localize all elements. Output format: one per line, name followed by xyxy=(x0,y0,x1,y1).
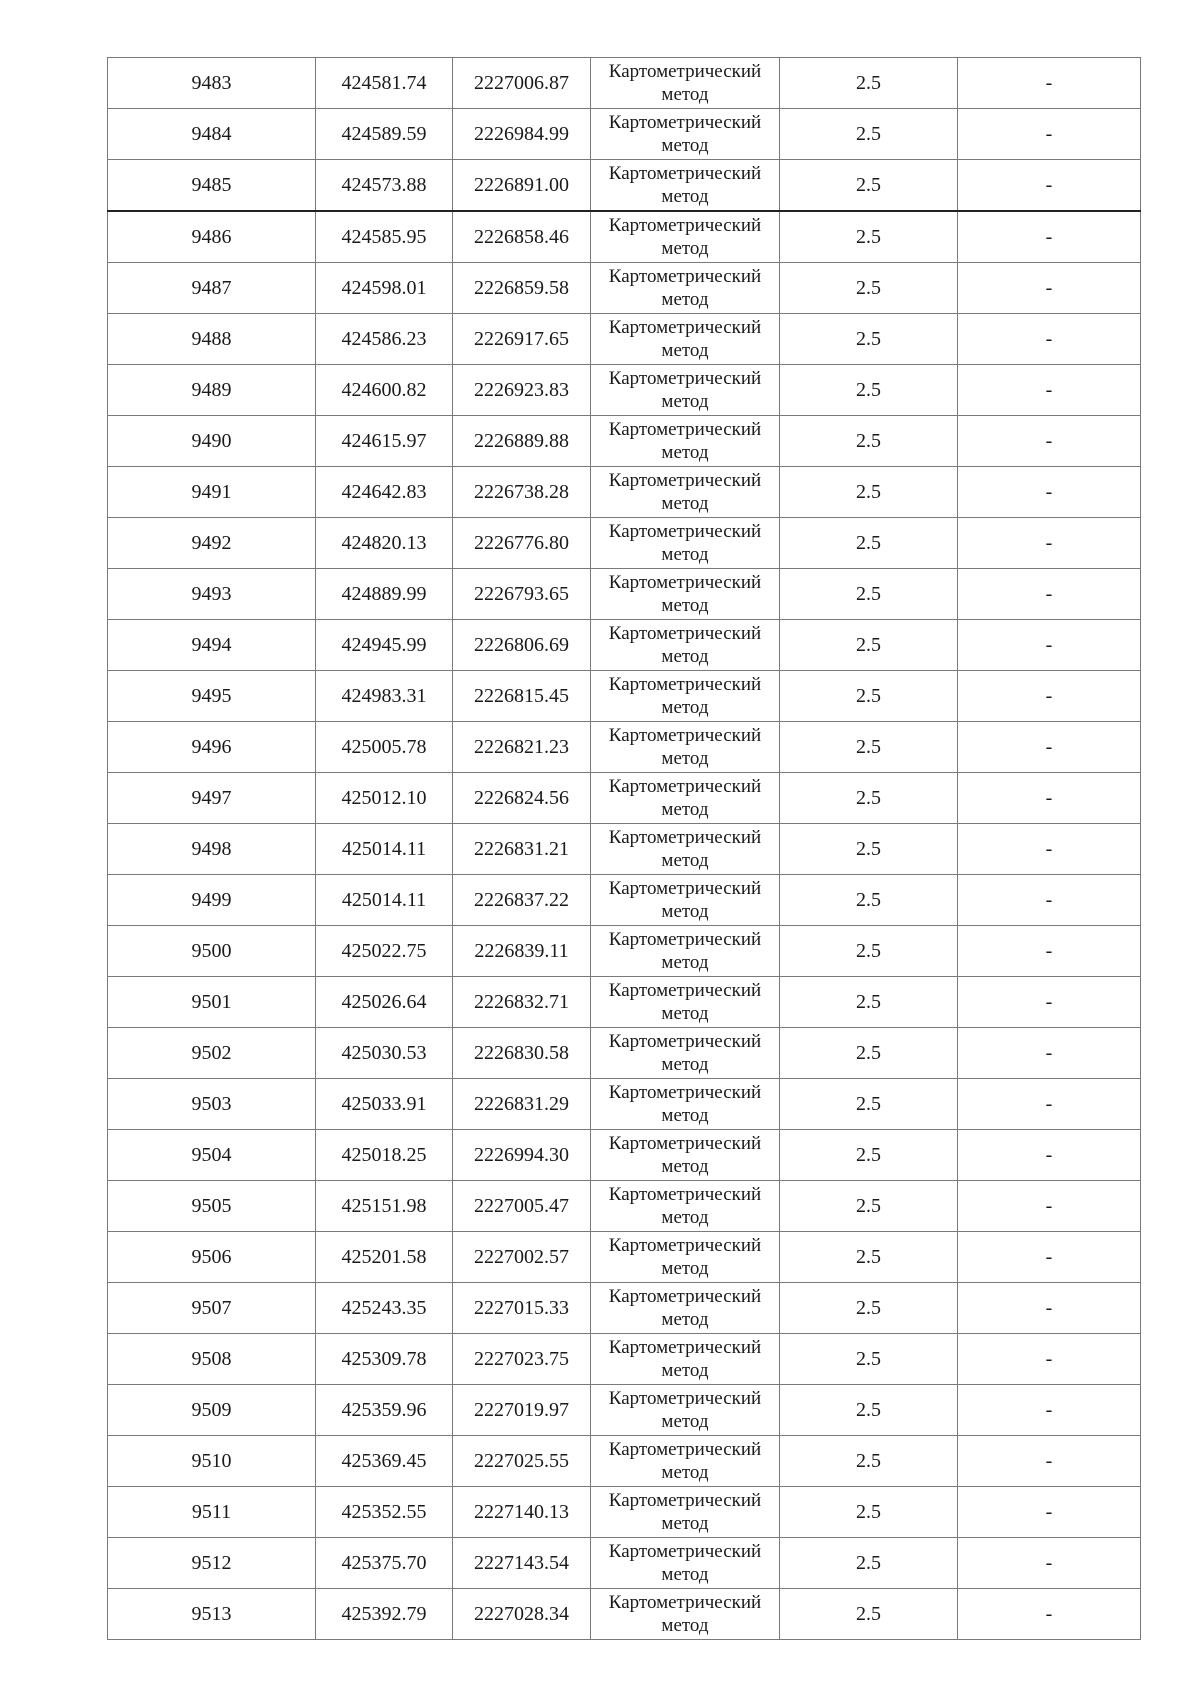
note-cell: - xyxy=(958,365,1141,416)
note-cell: - xyxy=(958,109,1141,160)
error-cell: 2.5 xyxy=(780,824,958,875)
error-cell: 2.5 xyxy=(780,1028,958,1079)
coordinates-table xyxy=(107,57,1141,1640)
y-coordinate-cell: 2226832.71 xyxy=(453,977,591,1028)
table-row xyxy=(108,58,1141,109)
point-number-cell: 9509 xyxy=(108,1385,316,1436)
point-number-cell: 9502 xyxy=(108,1028,316,1079)
x-coordinate-cell: 425151.98 xyxy=(316,1181,453,1232)
x-coordinate-cell: 424820.13 xyxy=(316,518,453,569)
y-coordinate-cell: 2226889.88 xyxy=(453,416,591,467)
y-coordinate-cell: 2226738.28 xyxy=(453,467,591,518)
method-cell: Картометрический метод xyxy=(591,1334,780,1385)
table-row xyxy=(108,1334,1141,1385)
point-number-cell: 9493 xyxy=(108,569,316,620)
note-cell: - xyxy=(958,1130,1141,1181)
method-cell: Картометрический метод xyxy=(591,977,780,1028)
method-cell: Картометрический метод xyxy=(591,1079,780,1130)
y-coordinate-cell: 2227025.55 xyxy=(453,1436,591,1487)
table-row xyxy=(108,263,1141,314)
table-row xyxy=(108,977,1141,1028)
x-coordinate-cell: 425005.78 xyxy=(316,722,453,773)
method-cell: Картометрический метод xyxy=(591,1232,780,1283)
method-cell: Картометрический метод xyxy=(591,211,780,263)
error-cell: 2.5 xyxy=(780,722,958,773)
error-cell: 2.5 xyxy=(780,875,958,926)
point-number-cell: 9497 xyxy=(108,773,316,824)
note-cell: - xyxy=(958,1436,1141,1487)
table-row xyxy=(108,211,1141,263)
x-coordinate-cell: 425022.75 xyxy=(316,926,453,977)
y-coordinate-cell: 2227005.47 xyxy=(453,1181,591,1232)
table-row xyxy=(108,518,1141,569)
x-coordinate-cell: 425026.64 xyxy=(316,977,453,1028)
error-cell: 2.5 xyxy=(780,263,958,314)
error-cell: 2.5 xyxy=(780,314,958,365)
x-coordinate-cell: 425243.35 xyxy=(316,1283,453,1334)
method-cell: Картометрический метод xyxy=(591,1436,780,1487)
y-coordinate-cell: 2227140.13 xyxy=(453,1487,591,1538)
x-coordinate-cell: 425201.58 xyxy=(316,1232,453,1283)
y-coordinate-cell: 2227006.87 xyxy=(453,58,591,109)
point-number-cell: 9507 xyxy=(108,1283,316,1334)
note-cell: - xyxy=(958,1079,1141,1130)
y-coordinate-cell: 2227023.75 xyxy=(453,1334,591,1385)
error-cell: 2.5 xyxy=(780,620,958,671)
x-coordinate-cell: 425014.11 xyxy=(316,875,453,926)
x-coordinate-cell: 425030.53 xyxy=(316,1028,453,1079)
x-coordinate-cell: 424581.74 xyxy=(316,58,453,109)
error-cell: 2.5 xyxy=(780,1079,958,1130)
y-coordinate-cell: 2226830.58 xyxy=(453,1028,591,1079)
note-cell: - xyxy=(958,160,1141,212)
error-cell: 2.5 xyxy=(780,1283,958,1334)
table-row xyxy=(108,1487,1141,1538)
error-cell: 2.5 xyxy=(780,1385,958,1436)
error-cell: 2.5 xyxy=(780,926,958,977)
x-coordinate-cell: 425018.25 xyxy=(316,1130,453,1181)
note-cell: - xyxy=(958,263,1141,314)
method-cell: Картометрический метод xyxy=(591,875,780,926)
x-coordinate-cell: 424586.23 xyxy=(316,314,453,365)
point-number-cell: 9483 xyxy=(108,58,316,109)
method-cell: Картометрический метод xyxy=(591,109,780,160)
method-cell: Картометрический метод xyxy=(591,1181,780,1232)
x-coordinate-cell: 424585.95 xyxy=(316,211,453,263)
error-cell: 2.5 xyxy=(780,109,958,160)
y-coordinate-cell: 2226923.83 xyxy=(453,365,591,416)
note-cell: - xyxy=(958,620,1141,671)
y-coordinate-cell: 2226824.56 xyxy=(453,773,591,824)
error-cell: 2.5 xyxy=(780,1589,958,1640)
method-cell: Картометрический метод xyxy=(591,314,780,365)
error-cell: 2.5 xyxy=(780,1538,958,1589)
method-cell: Картометрический метод xyxy=(591,1130,780,1181)
note-cell: - xyxy=(958,518,1141,569)
coordinates-table-body xyxy=(108,58,1141,1640)
table-row xyxy=(108,314,1141,365)
y-coordinate-cell: 2226821.23 xyxy=(453,722,591,773)
table-row xyxy=(108,109,1141,160)
table-row xyxy=(108,620,1141,671)
table-row xyxy=(108,1028,1141,1079)
method-cell: Картометрический метод xyxy=(591,1028,780,1079)
x-coordinate-cell: 425033.91 xyxy=(316,1079,453,1130)
y-coordinate-cell: 2226831.29 xyxy=(453,1079,591,1130)
note-cell: - xyxy=(958,569,1141,620)
y-coordinate-cell: 2227015.33 xyxy=(453,1283,591,1334)
method-cell: Картометрический метод xyxy=(591,1283,780,1334)
table-row xyxy=(108,722,1141,773)
y-coordinate-cell: 2226917.65 xyxy=(453,314,591,365)
point-number-cell: 9485 xyxy=(108,160,316,212)
note-cell: - xyxy=(958,467,1141,518)
method-cell: Картометрический метод xyxy=(591,1538,780,1589)
method-cell: Картометрический метод xyxy=(591,518,780,569)
error-cell: 2.5 xyxy=(780,518,958,569)
y-coordinate-cell: 2226806.69 xyxy=(453,620,591,671)
point-number-cell: 9504 xyxy=(108,1130,316,1181)
point-number-cell: 9511 xyxy=(108,1487,316,1538)
y-coordinate-cell: 2227019.97 xyxy=(453,1385,591,1436)
x-coordinate-cell: 425392.79 xyxy=(316,1589,453,1640)
x-coordinate-cell: 424589.59 xyxy=(316,109,453,160)
error-cell: 2.5 xyxy=(780,1487,958,1538)
y-coordinate-cell: 2226831.21 xyxy=(453,824,591,875)
note-cell: - xyxy=(958,1487,1141,1538)
error-cell: 2.5 xyxy=(780,1436,958,1487)
method-cell: Картометрический метод xyxy=(591,365,780,416)
point-number-cell: 9500 xyxy=(108,926,316,977)
point-number-cell: 9487 xyxy=(108,263,316,314)
table-row xyxy=(108,569,1141,620)
method-cell: Картометрический метод xyxy=(591,263,780,314)
table-row xyxy=(108,875,1141,926)
x-coordinate-cell: 425369.45 xyxy=(316,1436,453,1487)
point-number-cell: 9499 xyxy=(108,875,316,926)
point-number-cell: 9489 xyxy=(108,365,316,416)
y-coordinate-cell: 2227028.34 xyxy=(453,1589,591,1640)
y-coordinate-cell: 2227002.57 xyxy=(453,1232,591,1283)
method-cell: Картометрический метод xyxy=(591,926,780,977)
error-cell: 2.5 xyxy=(780,416,958,467)
y-coordinate-cell: 2226839.11 xyxy=(453,926,591,977)
table-row xyxy=(108,824,1141,875)
y-coordinate-cell: 2226984.99 xyxy=(453,109,591,160)
note-cell: - xyxy=(958,1181,1141,1232)
point-number-cell: 9501 xyxy=(108,977,316,1028)
y-coordinate-cell: 2226858.46 xyxy=(453,211,591,263)
point-number-cell: 9486 xyxy=(108,211,316,263)
x-coordinate-cell: 424945.99 xyxy=(316,620,453,671)
point-number-cell: 9490 xyxy=(108,416,316,467)
table-row xyxy=(108,926,1141,977)
y-coordinate-cell: 2226891.00 xyxy=(453,160,591,212)
table-row xyxy=(108,1538,1141,1589)
error-cell: 2.5 xyxy=(780,1232,958,1283)
point-number-cell: 9512 xyxy=(108,1538,316,1589)
x-coordinate-cell: 425012.10 xyxy=(316,773,453,824)
table-row xyxy=(108,1079,1141,1130)
error-cell: 2.5 xyxy=(780,1334,958,1385)
method-cell: Картометрический метод xyxy=(591,620,780,671)
point-number-cell: 9505 xyxy=(108,1181,316,1232)
method-cell: Картометрический метод xyxy=(591,416,780,467)
x-coordinate-cell: 425352.55 xyxy=(316,1487,453,1538)
point-number-cell: 9495 xyxy=(108,671,316,722)
method-cell: Картометрический метод xyxy=(591,467,780,518)
note-cell: - xyxy=(958,1385,1141,1436)
y-coordinate-cell: 2227143.54 xyxy=(453,1538,591,1589)
note-cell: - xyxy=(958,722,1141,773)
point-number-cell: 9510 xyxy=(108,1436,316,1487)
note-cell: - xyxy=(958,1283,1141,1334)
error-cell: 2.5 xyxy=(780,671,958,722)
x-coordinate-cell: 425375.70 xyxy=(316,1538,453,1589)
method-cell: Картометрический метод xyxy=(591,569,780,620)
x-coordinate-cell: 425014.11 xyxy=(316,824,453,875)
error-cell: 2.5 xyxy=(780,1130,958,1181)
point-number-cell: 9484 xyxy=(108,109,316,160)
error-cell: 2.5 xyxy=(780,365,958,416)
note-cell: - xyxy=(958,926,1141,977)
error-cell: 2.5 xyxy=(780,977,958,1028)
table-row xyxy=(108,467,1141,518)
note-cell: - xyxy=(958,1589,1141,1640)
x-coordinate-cell: 424600.82 xyxy=(316,365,453,416)
table-row xyxy=(108,773,1141,824)
note-cell: - xyxy=(958,314,1141,365)
y-coordinate-cell: 2226837.22 xyxy=(453,875,591,926)
point-number-cell: 9494 xyxy=(108,620,316,671)
error-cell: 2.5 xyxy=(780,1181,958,1232)
x-coordinate-cell: 424983.31 xyxy=(316,671,453,722)
table-row xyxy=(108,416,1141,467)
x-coordinate-cell: 424642.83 xyxy=(316,467,453,518)
x-coordinate-cell: 425359.96 xyxy=(316,1385,453,1436)
y-coordinate-cell: 2226815.45 xyxy=(453,671,591,722)
table-row xyxy=(108,160,1141,212)
table-row xyxy=(108,1436,1141,1487)
y-coordinate-cell: 2226793.65 xyxy=(453,569,591,620)
error-cell: 2.5 xyxy=(780,58,958,109)
method-cell: Картометрический метод xyxy=(591,773,780,824)
point-number-cell: 9492 xyxy=(108,518,316,569)
point-number-cell: 9491 xyxy=(108,467,316,518)
note-cell: - xyxy=(958,773,1141,824)
x-coordinate-cell: 425309.78 xyxy=(316,1334,453,1385)
x-coordinate-cell: 424573.88 xyxy=(316,160,453,212)
point-number-cell: 9513 xyxy=(108,1589,316,1640)
error-cell: 2.5 xyxy=(780,160,958,212)
note-cell: - xyxy=(958,875,1141,926)
y-coordinate-cell: 2226859.58 xyxy=(453,263,591,314)
note-cell: - xyxy=(958,671,1141,722)
y-coordinate-cell: 2226994.30 xyxy=(453,1130,591,1181)
x-coordinate-cell: 424598.01 xyxy=(316,263,453,314)
note-cell: - xyxy=(958,824,1141,875)
note-cell: - xyxy=(958,1232,1141,1283)
table-row xyxy=(108,365,1141,416)
point-number-cell: 9506 xyxy=(108,1232,316,1283)
method-cell: Картометрический метод xyxy=(591,160,780,212)
table-row xyxy=(108,1181,1141,1232)
error-cell: 2.5 xyxy=(780,211,958,263)
note-cell: - xyxy=(958,58,1141,109)
error-cell: 2.5 xyxy=(780,467,958,518)
table-row xyxy=(108,1232,1141,1283)
table-row xyxy=(108,671,1141,722)
note-cell: - xyxy=(958,1538,1141,1589)
table-row xyxy=(108,1589,1141,1640)
x-coordinate-cell: 424615.97 xyxy=(316,416,453,467)
note-cell: - xyxy=(958,1334,1141,1385)
point-number-cell: 9498 xyxy=(108,824,316,875)
x-coordinate-cell: 424889.99 xyxy=(316,569,453,620)
point-number-cell: 9503 xyxy=(108,1079,316,1130)
error-cell: 2.5 xyxy=(780,773,958,824)
point-number-cell: 9496 xyxy=(108,722,316,773)
method-cell: Картометрический метод xyxy=(591,58,780,109)
method-cell: Картометрический метод xyxy=(591,1385,780,1436)
method-cell: Картометрический метод xyxy=(591,722,780,773)
y-coordinate-cell: 2226776.80 xyxy=(453,518,591,569)
table-row xyxy=(108,1283,1141,1334)
table-row xyxy=(108,1385,1141,1436)
note-cell: - xyxy=(958,416,1141,467)
method-cell: Картометрический метод xyxy=(591,824,780,875)
note-cell: - xyxy=(958,1028,1141,1079)
note-cell: - xyxy=(958,211,1141,263)
method-cell: Картометрический метод xyxy=(591,1487,780,1538)
table-row xyxy=(108,1130,1141,1181)
error-cell: 2.5 xyxy=(780,569,958,620)
note-cell: - xyxy=(958,977,1141,1028)
method-cell: Картометрический метод xyxy=(591,1589,780,1640)
method-cell: Картометрический метод xyxy=(591,671,780,722)
point-number-cell: 9508 xyxy=(108,1334,316,1385)
point-number-cell: 9488 xyxy=(108,314,316,365)
